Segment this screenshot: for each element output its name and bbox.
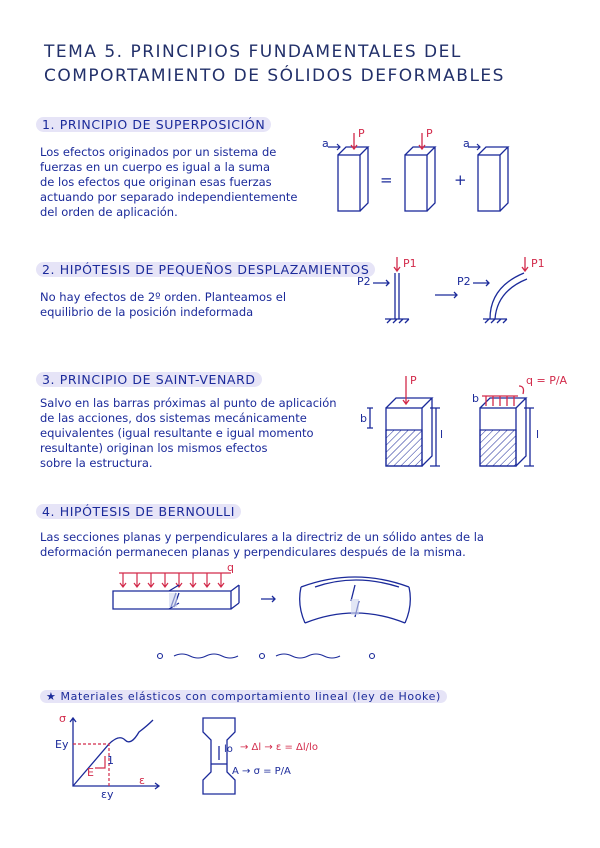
label-p: P <box>410 374 417 387</box>
text-line: resultante) originan los mismos efectos <box>40 441 268 455</box>
label-p: P <box>426 127 433 140</box>
label-sigma: σ <box>59 712 66 725</box>
text-line: equilibrio de la posición indeformada <box>40 305 254 319</box>
label-p1: P1 <box>531 257 545 270</box>
hooke-heading: ★ Materiales elásticos con comportamiento lineal (ley de Hooke) <box>40 690 447 703</box>
text-line: fuerzas en un cuerpo es igual a la suma <box>40 160 271 174</box>
text-line: actuando por separado independientemente <box>40 190 298 204</box>
label-p1: P1 <box>403 257 417 270</box>
label-q: q = P/A <box>526 374 568 387</box>
label-lo: lo <box>224 744 233 755</box>
text-line: deformación permanecen planas y perpendiculares después de la misma. <box>40 545 466 559</box>
section-1-heading: 1. PRINCIPIO DE SUPERPOSICIÓN <box>36 117 271 132</box>
page-title <box>44 40 505 88</box>
label-delta-l: → Δl → ε = Δl/lo <box>240 742 318 753</box>
title-line-1: TEMA 5. PRINCIPIOS FUNDAMENTALES DEL <box>44 42 462 62</box>
section-3-text <box>40 396 337 471</box>
section-3-heading: 3. PRINCIPIO DE SAINT-VENARD <box>36 372 262 387</box>
section-2-text <box>40 290 286 320</box>
section-1-text <box>40 145 298 220</box>
plus-sign: + <box>454 171 467 189</box>
label-b: b <box>472 392 479 405</box>
text-line: Los efectos originados por un sistema de <box>40 145 277 159</box>
bernoulli-figure <box>105 561 425 635</box>
label-epsilon: ε <box>139 774 145 787</box>
text-line: equivalentes (igual resultante e igual momento <box>40 426 314 440</box>
stress-strain-graph <box>55 712 165 802</box>
superposition-figure <box>310 125 540 220</box>
text-line: Salvo en las barras próximas al punto de aplicación <box>40 396 337 410</box>
saint-venant-figure <box>360 372 570 472</box>
label-l: l <box>536 428 540 441</box>
label-q: q <box>227 561 234 574</box>
label-p2: P2 <box>457 275 471 288</box>
label-epsilon-y: εy <box>101 788 114 801</box>
label-a: a <box>463 137 470 150</box>
text-line: Las secciones planas y perpendiculares a la directriz de un sólido antes de la <box>40 530 484 544</box>
label-p: P <box>358 127 365 140</box>
section-4-heading: 4. HIPÓTESIS DE BERNOULLI <box>36 504 241 519</box>
tensile-specimen <box>195 712 255 802</box>
text-line: sobre la estructura. <box>40 456 153 470</box>
text-line: de los efectos que originan esas fuerzas <box>40 175 272 189</box>
label-l: l <box>440 428 444 441</box>
text-line: de las acciones, dos sistemas mecánicamente <box>40 411 307 425</box>
text-line: No hay efectos de 2º orden. Planteamos el <box>40 290 287 304</box>
label-a: a <box>322 137 329 150</box>
section-2-heading: 2. HIPÓTESIS DE PEQUEÑOS DESPLAZAMIENTOS <box>36 262 375 277</box>
label-ey: Ey <box>55 738 69 751</box>
divider <box>150 648 390 664</box>
label-p2: P2 <box>357 275 371 288</box>
label-e: E <box>87 766 94 779</box>
label-one: 1 <box>107 754 114 767</box>
title-line-2: COMPORTAMIENTO DE SÓLIDOS DEFORMABLES <box>44 66 505 86</box>
section-4-text <box>40 530 484 560</box>
label-sigma-area: A → σ = P/A <box>232 766 291 777</box>
equals-sign: = <box>380 171 393 189</box>
label-b: b <box>360 412 367 425</box>
small-displacement-figure <box>355 255 555 325</box>
text-line: del orden de aplicación. <box>40 205 178 219</box>
